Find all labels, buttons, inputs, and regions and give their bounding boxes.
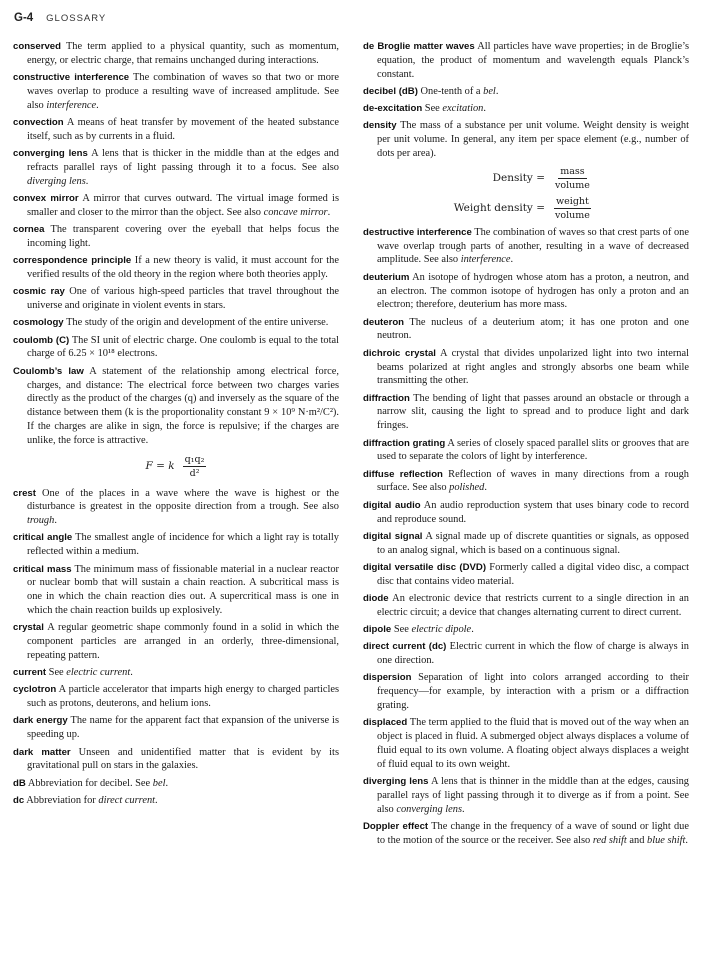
glossary-definition: A particle accelerator that imparts high energy to charged particles such as protons, deuterons, and helium ions. <box>27 684 339 710</box>
definition-end: . <box>685 834 688 846</box>
see-also-term: trough <box>27 515 55 527</box>
glossary-definition: The transparent covering over the eyeball that helps focus the incoming light. <box>27 224 339 249</box>
fraction-denominator: d² <box>189 467 200 479</box>
glossary-entry-de-broglie-matter-waves <box>363 40 689 81</box>
definition-end: . <box>484 482 487 494</box>
glossary-definition: A means of heat transfer by movement of the heated substance itself, such as by currents in a fluid. <box>27 116 339 142</box>
glossary-term: dichroic crystal <box>363 347 436 359</box>
glossary-term: dc <box>13 794 25 806</box>
left-column <box>13 40 339 811</box>
glossary-term: diffraction <box>363 392 410 404</box>
fraction-numerator: mass <box>560 165 585 177</box>
glossary-definition: Abbreviation for <box>24 794 99 806</box>
glossary-term: cyclotron <box>13 684 57 696</box>
glossary-term: critical mass <box>13 563 72 575</box>
equation-lhs: Density = <box>492 172 545 185</box>
glossary-term: crest <box>13 487 36 499</box>
glossary-definition: All particles have wave properties; in de Broglie’s equation, the product of momentum and wavelength equals Planck’s constant. <box>377 41 689 80</box>
glossary-definition: Unseen and unidentified matter that is evident by its gravitational pull on stars in the galaxies. <box>27 746 339 772</box>
glossary-term: density <box>363 120 397 132</box>
glossary-definition: The nucleus of a deuterium atom; it has one proton and one neutron. <box>377 316 689 342</box>
see-also-term: interference <box>46 99 97 111</box>
see-also-term: interference <box>460 254 511 266</box>
glossary-entry-deuteron <box>363 316 689 344</box>
definition-end: . <box>155 794 158 806</box>
glossary-entry-dark-energy <box>13 714 339 742</box>
glossary-entry-decibel-db <box>363 85 689 99</box>
glossary-entry-cosmology <box>13 316 339 330</box>
glossary-definition: The SI unit of electric charge. One coulomb is equal to the total charge of 6.25 × 10¹⁸ electrons. <box>27 334 339 360</box>
glossary-definition: If a new theory is valid, it must account for the verified results of the old theory in the region where both theories apply. <box>27 255 339 280</box>
glossary-term: crystal <box>13 622 44 634</box>
glossary-term: Doppler effect <box>363 820 429 832</box>
see-also-term: red shift <box>592 834 627 846</box>
glossary-entry-crystal <box>13 621 339 662</box>
right-column <box>363 40 689 851</box>
definition-end: . <box>495 85 499 97</box>
glossary-term: constructive interference <box>13 72 130 84</box>
glossary-term: deuteron <box>363 316 405 328</box>
fraction <box>553 196 592 221</box>
glossary-definition: An isotope of hydrogen whose atom has a proton, a neutron, and an electron. The common isotope of hydrogen has only a proton and an electron; therefore, deuterium has more mass. <box>377 271 689 311</box>
glossary-term: Coulomb’s law <box>13 365 84 377</box>
glossary-definition: A crystal that divides unpolarized light into two internal beams polarized at right angles and strongly absorbs one beam while transmitting the other. <box>377 347 689 387</box>
glossary-entry-deuterium <box>363 271 689 312</box>
glossary-definition: The term applied to a physical quantity, such as momentum, energy, or electric charge, that remains unchanged during interactions. <box>27 41 339 66</box>
glossary-entry-dispersion <box>363 671 689 712</box>
glossary-term: conserved <box>13 41 61 52</box>
glossary-entry-doppler-effect <box>363 820 689 848</box>
glossary-definition: Electric current in which the flow of charge is always in one direction. <box>377 641 689 667</box>
page-number: G-4 <box>14 12 34 24</box>
glossary-definition: A signal made up of discrete quantities or signals, as opposed to an analog signal, which is based on a continuous signal. <box>377 530 689 556</box>
glossary-term: coulomb (C) <box>13 334 70 346</box>
glossary-entry-constructive-interference <box>13 71 339 112</box>
glossary-definition: A series of closely spaced parallel slits or grooves that are used to separate the colors of light by interference. <box>377 437 689 463</box>
see-also-term: diverging lens <box>27 175 86 187</box>
glossary-definition: Abbreviation for decibel. See <box>25 777 153 789</box>
glossary-entry-digital-signal <box>363 530 689 558</box>
glossary-entry-coulomb-s-law <box>13 365 339 448</box>
glossary-term: diffraction grating <box>363 437 446 449</box>
equation-lhs: F = k <box>145 460 175 473</box>
glossary-term: displaced <box>363 717 408 729</box>
see-also-term: electric dipole <box>411 624 472 636</box>
definition-end: . <box>54 515 57 527</box>
glossary-definition: A lens that is thinner in the middle than at the edges, causing parallel rays of light passing through it to diverge as if from a point. See also <box>377 776 689 815</box>
glossary-definition: A statement of the relationship among electrical force, charges, and distance: The electrical force between two charges varies directly as the product of the charges (q) and inversely as the square of the distance between them (k is the proportionality constant 9 × 10⁹ N·m²/C²). If the charges are alike in sign, the force is repulsive; if the charges are unlike, the force is attractive. <box>27 365 339 446</box>
fraction <box>183 454 207 479</box>
see-also-term: converging lens <box>396 803 463 815</box>
see-also-term: bel <box>483 85 496 97</box>
glossary-entry-diverging-lens <box>363 775 689 816</box>
glossary-entry-direct-current-dc <box>363 640 689 668</box>
glossary-term: digital audio <box>363 499 421 511</box>
section-title: GLOSSARY <box>46 13 107 24</box>
fraction-denominator: volume <box>555 179 590 191</box>
glossary-definition: The combination of waves so that crest parts of one wave overlap trough parts of another, resulting in a wave of decreased amplitude. See also <box>377 226 689 266</box>
glossary-term: dark matter <box>13 746 71 758</box>
see-also-term: excitation <box>442 103 484 115</box>
glossary-entry-displaced <box>363 716 689 771</box>
glossary-entry-current <box>13 666 339 680</box>
glossary-term: decibel (dB) <box>363 85 418 97</box>
definition-end: . <box>471 624 474 636</box>
glossary-term: diode <box>363 593 389 604</box>
glossary-definition: A lens that is thicker in the middle than at the edges and refracts parallel rays of light passing through it to a focus. See also <box>27 148 339 173</box>
glossary-definition: An audio reproduction system that uses binary code to record and reproduce sound. <box>377 499 689 525</box>
glossary-definition: The term applied to the fluid that is moved out of the way when an object is placed in fluid. A submerged object always displaces a volume of fluid equal to its own volume. A floating object always displaces a weight of fluid equal to its own weight. <box>377 717 689 770</box>
glossary-definition: One of the places in a wave where the wave is highest or the disturbance is greatest in the opposite direction from a trough. See also <box>27 487 339 513</box>
glossary-entry-destructive-interference <box>363 226 689 267</box>
glossary-definition: The name for the apparent fact that expansion of the universe is speeding up. <box>27 715 339 741</box>
glossary-term: dipole <box>363 624 392 636</box>
glossary-definition: A regular geometric shape commonly found in a solid in which the component particles are arranged in an orderly, three-dimensional, repeating pattern. <box>27 622 339 661</box>
glossary-entry-dipole <box>363 623 689 637</box>
glossary-term: deuterium <box>363 271 410 283</box>
glossary-definition: The bending of light that passes around an obstacle or through a narrow slit, causing the light to spread and to produce light and dark fringes. <box>377 392 689 432</box>
page-header <box>14 12 106 28</box>
glossary-entry-de-excitation <box>363 102 689 116</box>
glossary-term: dB <box>13 777 26 789</box>
glossary-term: current <box>13 667 47 679</box>
definition-end: . <box>96 99 99 111</box>
glossary-entry-convection <box>13 116 339 144</box>
glossary-entry-crest <box>13 487 339 528</box>
glossary-entry-coulomb-c <box>13 334 339 362</box>
see-also-term: polished <box>449 482 485 494</box>
glossary-entry-conserved <box>13 40 339 68</box>
glossary-term: cosmic ray <box>13 286 65 298</box>
glossary-definition: The study of the origin and development of the entire universe. <box>63 317 329 329</box>
glossary-definition: One of various high-speed particles that travel throughout the universe and originate in violent events in stars. <box>27 286 340 312</box>
glossary-term: convex mirror <box>13 192 79 204</box>
glossary-definition: Reflection of waves in many directions from a rough surface. See also <box>377 468 689 494</box>
glossary-definition: One-tenth of a <box>417 85 484 97</box>
definition-end: . <box>462 803 465 815</box>
glossary-entry-diffuse-reflection <box>363 468 689 496</box>
fraction-numerator: weight <box>556 195 589 207</box>
glossary-term: de-excitation <box>363 103 423 115</box>
density-equations <box>363 166 689 221</box>
glossary-entry-diffraction <box>363 392 689 433</box>
glossary-term: correspondence principle <box>13 255 132 267</box>
definition-end: . <box>510 254 514 266</box>
see-also-term: concave mirror <box>263 206 328 218</box>
glossary-definition: The change in the frequency of a wave of sound or light due to the motion of the source or the receiver. See also <box>377 820 689 846</box>
glossary-definition: The smallest angle of incidence for which a light ray is totally reflected within a medium. <box>27 532 340 558</box>
glossary-term: diffuse reflection <box>363 468 443 480</box>
see-also-term: direct current <box>98 794 156 806</box>
glossary-term: cornea <box>13 224 45 236</box>
glossary-definition: The combination of waves so that two or more waves overlap to produce a resulting wave of increased amplitude. See also <box>27 72 339 111</box>
glossary-entry-digital-audio <box>363 499 689 527</box>
glossary-entry-cyclotron <box>13 683 339 711</box>
equation-lhs: Weight density = <box>453 202 545 215</box>
glossary-entry-critical-angle <box>13 531 339 559</box>
glossary-entry-density <box>363 119 689 160</box>
see-also-term: electric current <box>66 667 131 679</box>
glossary-term: destructive interference <box>363 226 472 238</box>
glossary-term: dispersion <box>363 672 412 684</box>
see-also-term: blue shift <box>647 834 686 846</box>
definition-connector: and <box>626 834 647 846</box>
see-also-term: bel <box>152 777 166 789</box>
glossary-entry-db <box>13 777 339 791</box>
glossary-term: digital signal <box>363 530 423 542</box>
glossary-entry-dichroic-crystal <box>363 347 689 388</box>
weight-density-equation <box>453 196 689 221</box>
glossary-term: direct current (dc) <box>363 641 447 653</box>
glossary-definition: An electronic device that restricts current to a single direction in an electric circuit; a device that changes alternating current to direct current. <box>377 593 689 618</box>
glossary-definition: See <box>422 103 443 115</box>
glossary-definition: Formerly called a digital video disc, a compact disc that contains video material. <box>377 561 689 587</box>
coulombs-law-equation <box>13 454 339 479</box>
glossary-entry-convex-mirror <box>13 192 339 220</box>
glossary-term: dark energy <box>13 715 68 727</box>
glossary-term: convection <box>13 116 64 128</box>
glossary-entry-dark-matter <box>13 746 339 774</box>
glossary-entry-converging-lens <box>13 147 339 188</box>
glossary-term: converging lens <box>13 148 88 160</box>
glossary-term: cosmology <box>13 317 64 329</box>
glossary-term: de Broglie matter waves <box>363 41 475 52</box>
definition-end: . <box>165 777 169 789</box>
fraction-denominator: volume <box>555 209 590 221</box>
glossary-term: critical angle <box>13 532 73 544</box>
definition-end: . <box>130 667 133 679</box>
definition-end: . <box>327 206 331 218</box>
fraction <box>553 166 592 191</box>
glossary-term: diverging lens <box>363 776 429 788</box>
glossary-definition: Separation of light into colors arranged according to their frequency—for example, by interaction with a prism or a diffraction grating. <box>377 672 689 712</box>
fraction-numerator: q₁q₂ <box>184 453 205 465</box>
glossary-entry-critical-mass <box>13 563 339 618</box>
definition-end: . <box>85 175 89 187</box>
glossary-definition: See <box>46 667 67 679</box>
glossary-term: digital versatile disc (DVD) <box>363 561 487 573</box>
definition-end: . <box>483 103 486 115</box>
glossary-entry-correspondence-principle <box>13 254 339 282</box>
glossary-entry-dc <box>13 794 339 808</box>
glossary-entry-cosmic-ray <box>13 285 339 313</box>
glossary-definition: See <box>391 624 412 636</box>
density-equation <box>453 166 689 191</box>
glossary-definition: The mass of a substance per unit volume. Weight density is weight per unit volume. In general, any item per space element (e.g., number of dots per area). <box>377 120 689 160</box>
glossary-entry-cornea <box>13 223 339 251</box>
glossary-definition: The minimum mass of fissionable material in a nuclear reactor or nuclear bomb that will sustain a chain reaction. A subcritical mass is one in which the chain reaction dies out. A supercritical mass is one in which the chain reaction builds up explosively. <box>27 563 340 616</box>
glossary-entry-diode <box>363 592 689 620</box>
glossary-definition: A mirror that curves outward. The virtual image formed is smaller and closer to the mirror than the object. See also <box>27 192 339 218</box>
glossary-entry-digital-versatile-disc-dvd <box>363 561 689 589</box>
glossary-entry-diffraction-grating <box>363 437 689 465</box>
